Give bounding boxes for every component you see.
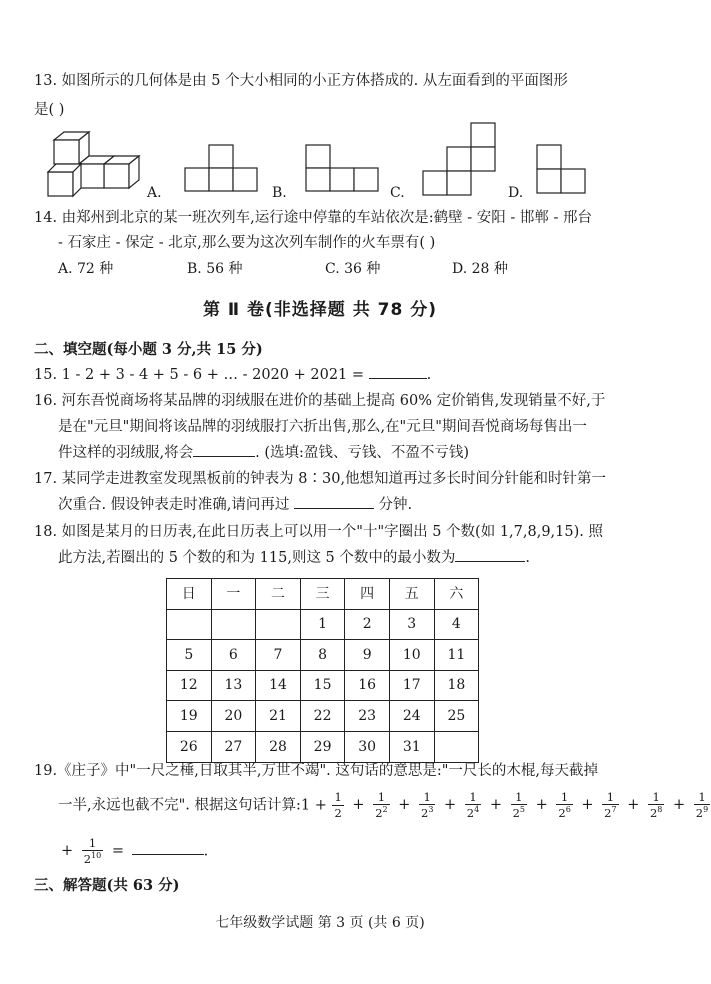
- q19-fraction: $\frac{1}{2^3}$: [420, 790, 434, 821]
- q19-fraction: $\frac{1}{2^6}$: [558, 790, 571, 821]
- calendar-header-cell: 日: [167, 579, 212, 610]
- q19-plus: +: [489, 797, 502, 814]
- calendar-cell: 24: [389, 701, 434, 732]
- q18-line1: 18. 如图是某月的日历表,在此日历表上可以用一个"十"字圈出 5 个数(如 1,7,8,9,15). 照: [34, 524, 603, 540]
- calendar-header-cell: 二: [256, 579, 301, 610]
- calendar-cell: 4: [434, 609, 479, 640]
- q16-line3-end: . (选填:盈钱、亏钱、不盈不亏钱): [255, 445, 470, 461]
- q16-answer-blank[interactable]: [193, 442, 255, 457]
- q19-fraction: $\frac{1}{2^{10}}$: [83, 836, 102, 867]
- section2-heading: 二、填空题(每小题 3 分,共 15 分): [34, 341, 263, 358]
- calendar-cell: 27: [211, 731, 256, 762]
- q19-fraction: $\frac{1}{2^2}$: [375, 790, 388, 821]
- calendar-cell: 11: [434, 640, 479, 671]
- calendar-cell: 23: [345, 701, 390, 732]
- calendar-cell: [211, 609, 256, 640]
- q13-solid-figure: [44, 128, 154, 204]
- q13-view-b: [184, 144, 260, 192]
- q19-fraction: $\frac{1}{2^8}$: [649, 790, 663, 821]
- calendar-cell: 13: [211, 670, 256, 701]
- q19-fraction: $\frac{1}{2^7}$: [604, 790, 617, 821]
- q14-option-b: B. 56 种: [187, 261, 243, 277]
- calendar-cell: 25: [434, 701, 479, 732]
- q19-plus: +: [627, 797, 640, 814]
- calendar-header-cell: 一: [211, 579, 256, 610]
- q17-line2-end: 分钟.: [378, 497, 413, 513]
- calendar-cell: 22: [300, 701, 345, 732]
- q15-end: .: [426, 367, 432, 383]
- q13-option-b: B.: [272, 185, 287, 201]
- calendar-cell: 26: [167, 731, 212, 762]
- q13-view-d-stair: [422, 122, 498, 198]
- q13-option-c: C.: [390, 185, 405, 201]
- q19-equals: =: [111, 843, 125, 860]
- q17-line2-start: 次重合. 假设钟表走时准确,请问再过: [58, 497, 290, 513]
- q18-line2-start: 此方法,若圈出的 5 个数的和为 115,则这 5 个数中的最小数为: [58, 550, 456, 566]
- q19-plus: +: [581, 797, 594, 814]
- q13-option-a: A.: [147, 185, 162, 201]
- q17-line1: 17. 某同学走进教室发现黑板前的钟表为 8∶30,他想知道再过多长时间分针能和时针第一: [34, 471, 607, 487]
- calendar-cell: 28: [256, 731, 301, 762]
- calendar-cell: 3: [389, 609, 434, 640]
- q16-line1: 16. 河东吾悦商场将某品牌的羽绒服在进价的基础上提高 60% 定价销售,发现销量不好,于: [34, 393, 606, 409]
- calendar-cell: 10: [389, 640, 434, 671]
- calendar-cell: 30: [345, 731, 390, 762]
- calendar-row: [167, 609, 479, 640]
- calendar-row: [167, 640, 479, 671]
- q14-line1: 14. 由郑州到北京的某一班次列车,运行途中停靠的车站依次是:鹤壁 - 安阳 - 邯郸 - 邢台: [34, 210, 593, 226]
- q19-plus: +: [398, 797, 411, 814]
- calendar-cell: [256, 609, 301, 640]
- calendar-cell: 1: [300, 609, 345, 640]
- q19-line2-text: 一半,永远也截不完". 根据这句话计算:1 +: [58, 797, 327, 814]
- q13-line2: 是( ): [34, 102, 65, 118]
- q16-line3-start: 件这样的羽绒服,将会: [58, 445, 194, 461]
- calendar-cell: 20: [211, 701, 256, 732]
- q14-line2: - 石家庄 - 保定 - 北京,那么要为这次列车制作的火车票有( ): [58, 235, 436, 251]
- q14-option-a: A. 72 种: [58, 261, 114, 277]
- calendar-cell: 21: [256, 701, 301, 732]
- q19-plus: +: [673, 797, 686, 814]
- section3-heading: 三、解答题(共 63 分): [34, 877, 180, 894]
- q15-line: [34, 364, 431, 387]
- q16-line3: [58, 442, 469, 465]
- calendar-cell: [434, 731, 479, 762]
- calendar-table: [166, 578, 479, 763]
- q19-fraction: $\frac{1}{2^9}$: [695, 790, 709, 821]
- calendar-cell: 16: [345, 670, 390, 701]
- q17-answer-blank[interactable]: [294, 494, 374, 509]
- calendar-header-cell: 三: [300, 579, 345, 610]
- calendar-cell: 18: [434, 670, 479, 701]
- q18-line2: [58, 547, 530, 570]
- calendar-cell: 15: [300, 670, 345, 701]
- calendar-cell: 7: [256, 640, 301, 671]
- q18-answer-blank[interactable]: [455, 547, 525, 562]
- calendar-cell: 8: [300, 640, 345, 671]
- calendar-header-cell: 四: [345, 579, 390, 610]
- calendar-row: [167, 731, 479, 762]
- q18-line2-end: .: [525, 550, 530, 566]
- q14-option-c: C. 36 种: [325, 261, 381, 277]
- calendar-cell: 9: [345, 640, 390, 671]
- q19-fraction: $\frac{1}{2}$: [334, 790, 342, 820]
- q13-option-d: D.: [508, 185, 524, 201]
- calendar-cell: 31: [389, 731, 434, 762]
- q19-end: .: [203, 843, 209, 860]
- q19-plus: +: [444, 797, 457, 814]
- q19-line2: [58, 790, 711, 821]
- calendar-cell: 29: [300, 731, 345, 762]
- q15-answer-blank[interactable]: [369, 364, 427, 379]
- page-footer: 七年级数学试题 第 3 页 (共 6 页): [215, 915, 425, 931]
- q15-text: 15. 1 - 2 + 3 - 4 + 5 - 6 + … - 2020 + 2021 =: [34, 367, 365, 383]
- calendar-cell: 12: [167, 670, 212, 701]
- calendar-cell: 19: [167, 701, 212, 732]
- q19-fraction: $\frac{1}{2^4}$: [466, 790, 480, 821]
- q19-fraction: $\frac{1}{2^5}$: [512, 790, 525, 821]
- calendar-cell: 17: [389, 670, 434, 701]
- q13-line1: 13. 如图所示的几何体是由 5 个大小相同的小正方体搭成的. 从左面看到的平面图形: [34, 73, 568, 89]
- q14-option-d: D. 28 种: [452, 261, 508, 277]
- q17-line2: [58, 494, 412, 517]
- q19-line1: 19.《庄子》中"一尺之棰,日取其半,万世不竭". 这句话的意思是:"一尺长的木棍,每天截掉: [34, 763, 598, 779]
- calendar-row: [167, 701, 479, 732]
- q19-answer-blank[interactable]: [132, 840, 204, 855]
- calendar-cell: 2: [345, 609, 390, 640]
- calendar-header-row: [167, 579, 479, 610]
- q16-line2: 是在"元旦"期间将该品牌的羽绒服打六折出售,那么,在"元旦"期间吾悦商场每售出一: [58, 419, 587, 435]
- q19-line3: [58, 836, 208, 867]
- q19-plus: +: [61, 843, 74, 860]
- q19-plus: +: [535, 797, 548, 814]
- calendar-cell: 6: [211, 640, 256, 671]
- part2-title: 第 Ⅱ 卷(非选择题 共 78 分): [203, 300, 437, 320]
- calendar-row: [167, 670, 479, 701]
- q13-view-c: [305, 144, 383, 192]
- calendar-cell: 5: [167, 640, 212, 671]
- calendar-cell: [167, 609, 212, 640]
- calendar-cell: 14: [256, 670, 301, 701]
- calendar-header-cell: 六: [434, 579, 479, 610]
- q19-plus: +: [352, 797, 365, 814]
- calendar-header-cell: 五: [389, 579, 434, 610]
- q13-view-d: [536, 144, 590, 196]
